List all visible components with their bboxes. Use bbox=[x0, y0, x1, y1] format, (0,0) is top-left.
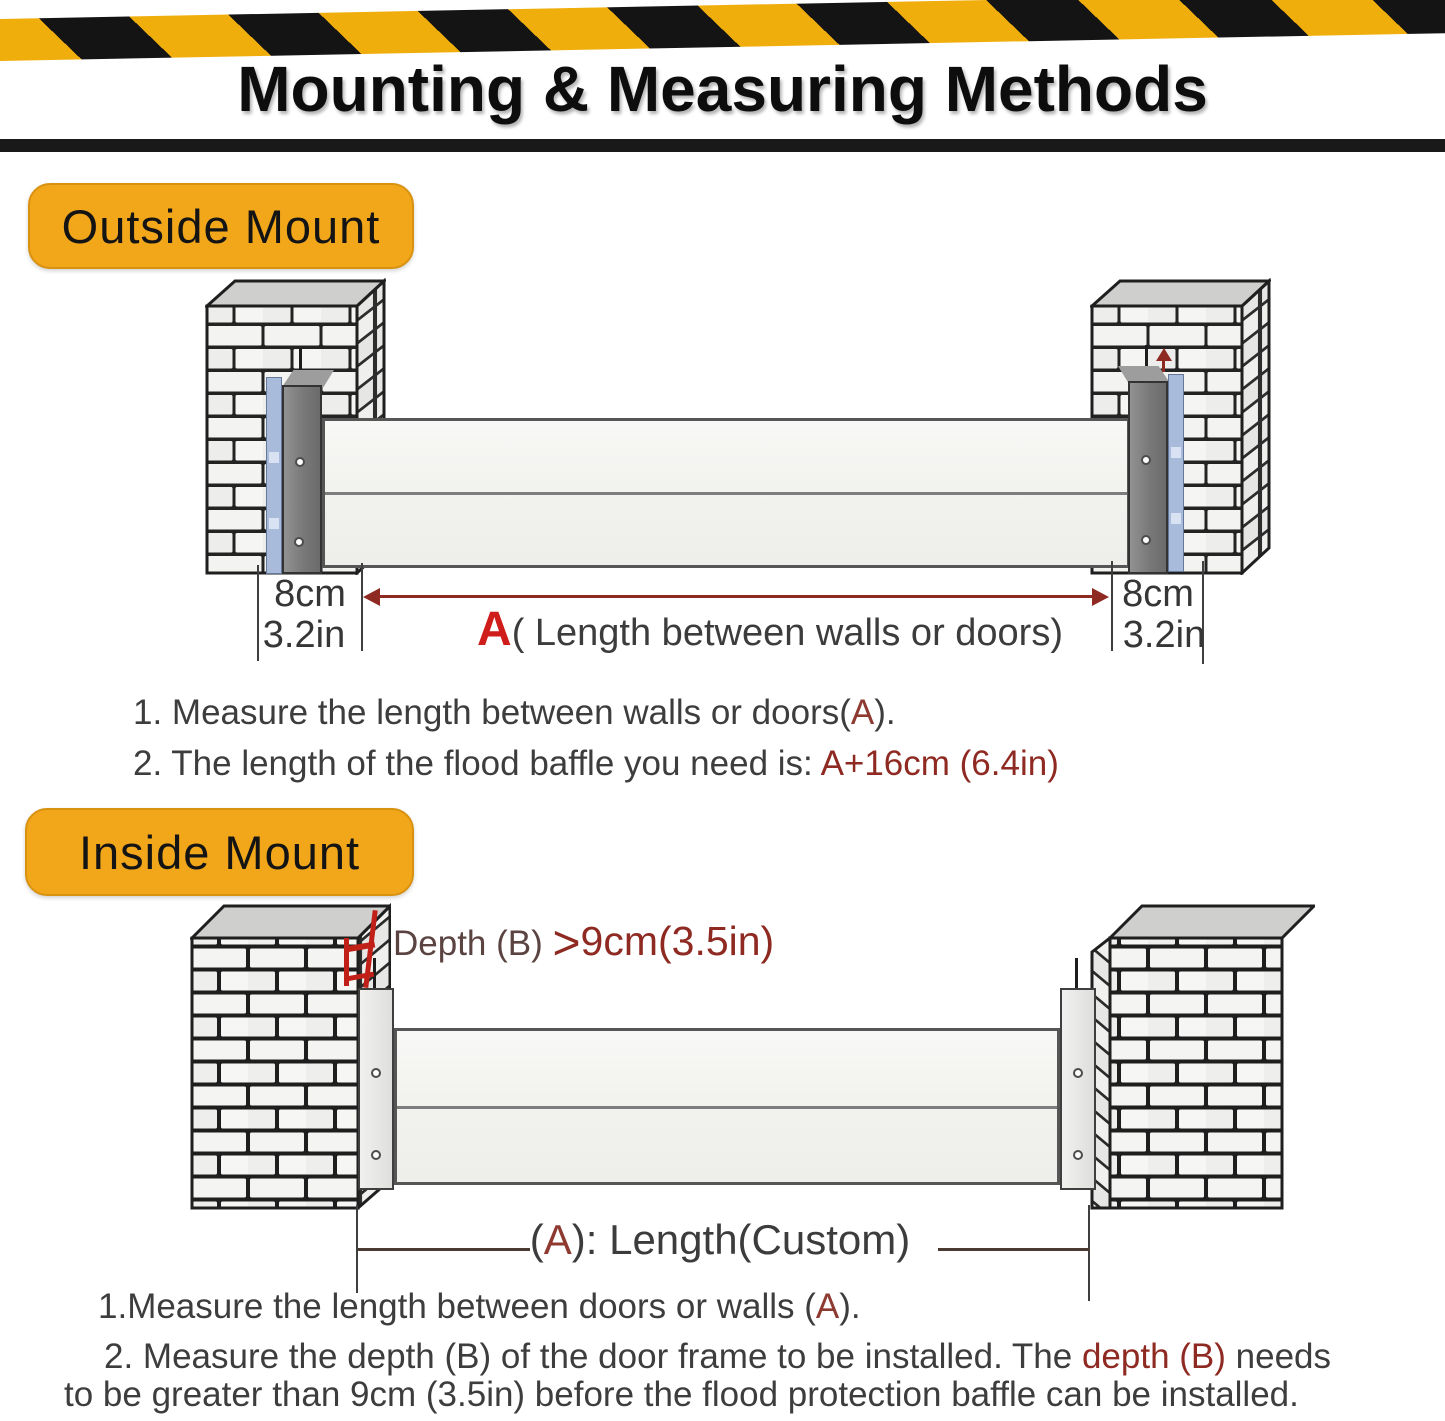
step-accent: depth (B) bbox=[1081, 1337, 1226, 1376]
step-text: 1. Measure the length between walls or doors( bbox=[133, 693, 851, 732]
depth-label-text: Depth (B) bbox=[393, 924, 553, 963]
step-accent: A+16cm (6.4in) bbox=[820, 744, 1059, 783]
seal-strip-right bbox=[1168, 374, 1184, 572]
length-custom-label bbox=[490, 1216, 950, 1264]
anchor-pin-left bbox=[299, 349, 302, 373]
seal-strip-left bbox=[266, 377, 282, 574]
outside-step-2 bbox=[133, 745, 1059, 784]
offset-right-cm: 8cm bbox=[1122, 573, 1194, 615]
panel-divider bbox=[325, 492, 1127, 495]
step-text: ). bbox=[839, 1287, 861, 1326]
offset-right-in: 3.2in bbox=[1122, 614, 1206, 656]
depth-value: 9cm(3.5in) bbox=[580, 918, 775, 964]
strip-mark bbox=[269, 518, 279, 529]
screw-hole bbox=[371, 1150, 381, 1160]
page-title: Mounting & Measuring Methods bbox=[237, 53, 1208, 125]
screw-hole bbox=[294, 537, 304, 547]
greater-than-symbol: > bbox=[552, 917, 581, 970]
length-a-text: ( Length between walls or doors) bbox=[511, 612, 1063, 654]
flood-barrier-panels-inside bbox=[394, 1028, 1060, 1185]
offset-left-in: 3.2in bbox=[262, 614, 346, 656]
strip-mark bbox=[1171, 447, 1181, 458]
step-accent: A bbox=[815, 1287, 840, 1326]
screw-hole bbox=[1073, 1068, 1083, 1078]
dimension-line-right bbox=[938, 1248, 1090, 1251]
step-accent: A bbox=[850, 693, 875, 732]
screw-hole bbox=[295, 457, 305, 467]
depth-b-label bbox=[393, 916, 774, 971]
panel-divider bbox=[397, 1106, 1057, 1109]
banner-divider bbox=[0, 139, 1445, 152]
strip-mark bbox=[1171, 513, 1181, 524]
flood-barrier-panels bbox=[322, 418, 1130, 568]
step-text: 2. The length of the flood baffle you need is: bbox=[133, 744, 821, 783]
screw-hole bbox=[1073, 1150, 1083, 1160]
mount-channel-left bbox=[358, 988, 394, 1190]
inside-step-1 bbox=[98, 1288, 861, 1327]
length-a-symbol: A bbox=[477, 603, 512, 656]
length-a-symbol: A bbox=[543, 1216, 572, 1263]
step-text: needs bbox=[1225, 1337, 1332, 1376]
mount-bracket-left bbox=[282, 385, 322, 574]
outside-step-1 bbox=[133, 694, 896, 733]
length-a-label bbox=[420, 602, 1120, 657]
dimension-arrow bbox=[378, 595, 1092, 598]
dim-tick bbox=[1088, 1205, 1090, 1301]
brick-pillar-inside-right bbox=[1090, 900, 1315, 1210]
screw-hole bbox=[1141, 455, 1151, 465]
anchor-pin-right bbox=[1145, 345, 1148, 369]
screw-hole bbox=[1141, 535, 1151, 545]
mount-bracket-right bbox=[1128, 381, 1168, 574]
inside-step-2-line-1 bbox=[104, 1338, 1331, 1377]
step-text: to be greater than 9cm (3.5in) before the flood protection baffle can be installed. bbox=[64, 1375, 1299, 1414]
offset-left-cm: 8cm bbox=[274, 573, 346, 615]
step-text: ). bbox=[874, 693, 896, 732]
outside-mount-badge: Outside Mount bbox=[28, 183, 414, 269]
label-text: ): Length(Custom) bbox=[571, 1216, 911, 1263]
screw-hole bbox=[371, 1068, 381, 1078]
step-text: 1.Measure the length between doors or walls ( bbox=[98, 1287, 816, 1326]
up-arrow-stem bbox=[1162, 360, 1165, 372]
mount-channel-right bbox=[1060, 988, 1096, 1190]
label-text: ( bbox=[529, 1216, 544, 1263]
step-text: 2. Measure the depth (B) of the door frame to be installed. The bbox=[104, 1337, 1082, 1376]
inside-step-2-line-2 bbox=[64, 1376, 1299, 1415]
anchor-pin-right bbox=[1075, 958, 1078, 990]
strip-mark bbox=[269, 452, 279, 463]
inside-mount-badge: Inside Mount bbox=[25, 808, 414, 896]
